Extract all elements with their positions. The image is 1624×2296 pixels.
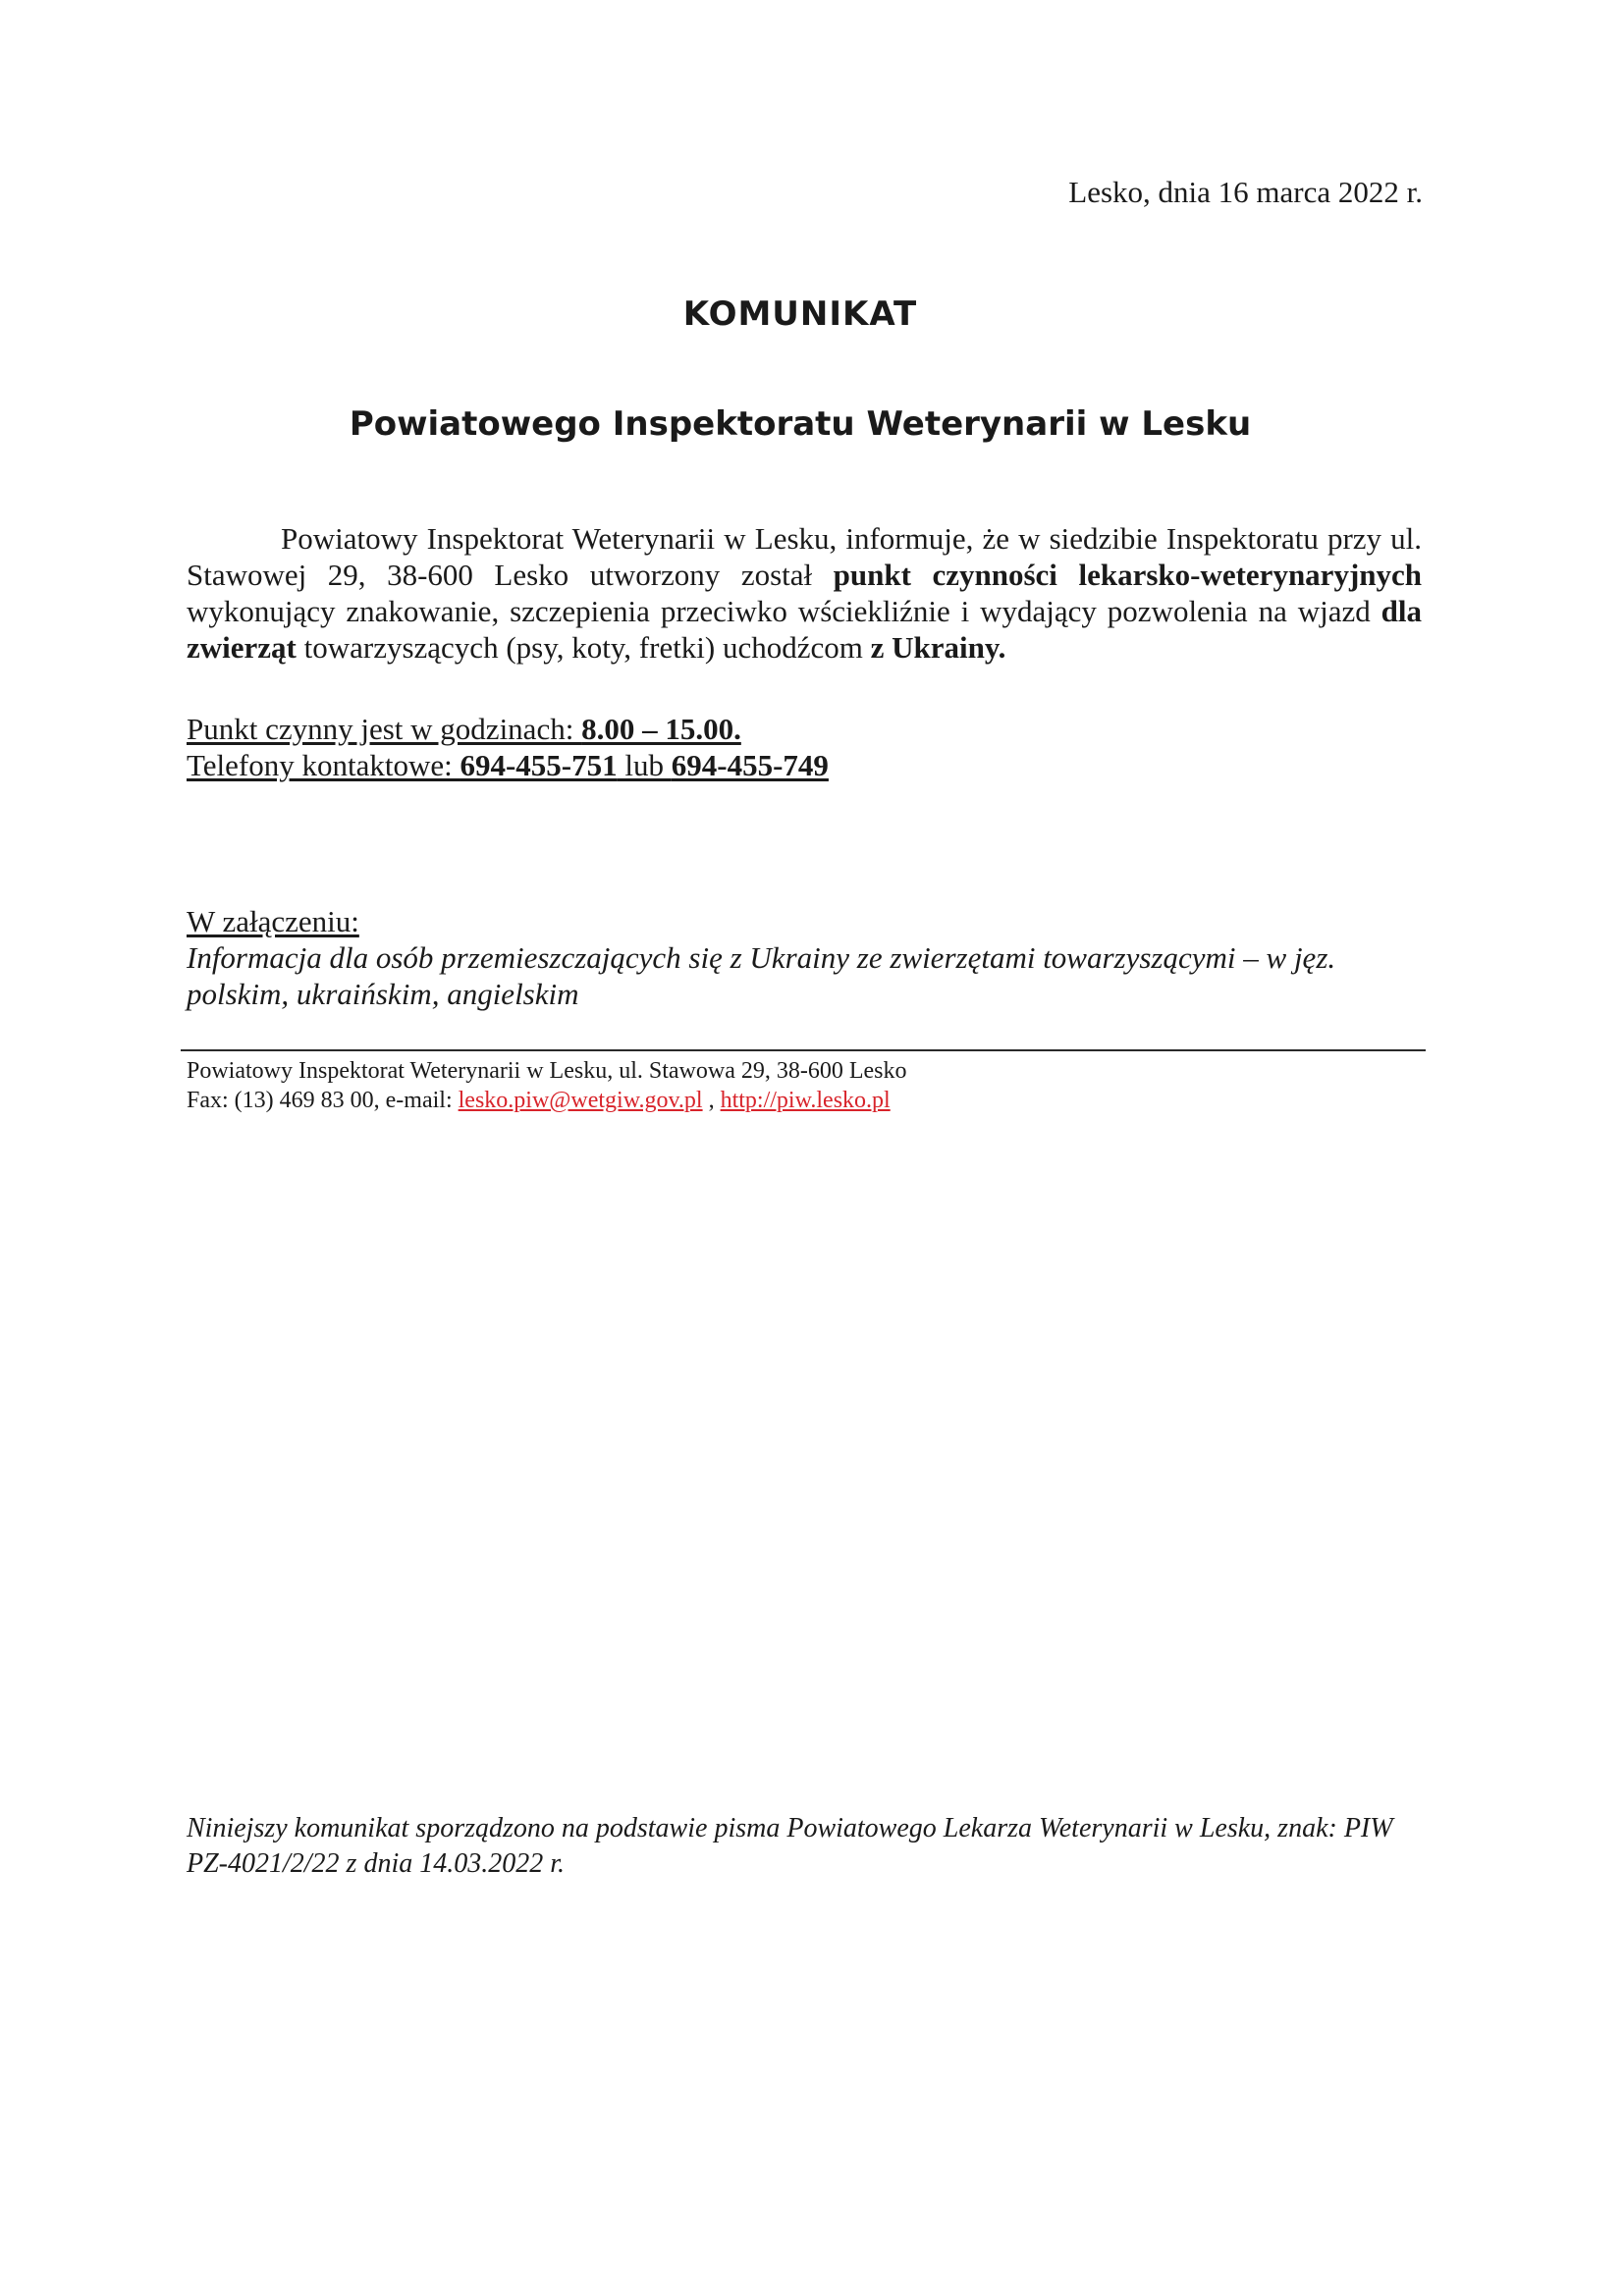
phone-number-2: 694-455-749 — [671, 748, 829, 782]
contact-block — [187, 711, 829, 783]
opening-hours-value: 8.00 – 15.00. — [581, 712, 741, 746]
opening-hours — [187, 711, 829, 747]
document-subtitle: Powiatowego Inspektoratu Weterynarii w Lesku — [349, 404, 1252, 444]
footer-contact — [187, 1056, 907, 1115]
basis-note: Niniejszy komunikat sporządzono na podstawie pisma Powiatowego Lekarza Weterynarii w Lesku, znak: PIW PZ-4021/2/22 z dnia 14.03.2022 r. — [187, 1813, 1393, 1879]
document-date: Lesko, dnia 16 marca 2022 r. — [1068, 175, 1423, 209]
attachment-description: Informacja dla osób przemieszczających się z Ukrainy ze zwierzętami towarzyszącymi – w jęz. polskim, ukraińskim, angielskim — [187, 940, 1336, 1011]
body-text-2: wykonujący znakowanie, szczepienia przeciwko wściekliźnie i wydający pozwolenia na wjazd — [187, 594, 1381, 628]
body-bold-1: punkt czynności lekarsko-weterynaryjnych — [833, 558, 1423, 592]
phone-number-1: 694-455-751 — [460, 748, 618, 782]
opening-hours-label: Punkt czynny jest w godzinach: — [187, 712, 582, 746]
contact-phones — [187, 747, 829, 783]
footer-contact-line — [187, 1086, 907, 1115]
document-title: KOMUNIKAT — [682, 294, 918, 334]
attachment-section — [187, 903, 1434, 1012]
body-bold-3: z Ukrainy. — [870, 630, 1006, 665]
body-text-1: Powiatowy Inspektorat Weterynarii w Lesku, informuje, że w siedzibie Inspektoratu przy ul. Stawowej 29, 38-600 Lesko utworzony został — [187, 521, 1422, 592]
announcement-paragraph — [187, 520, 1422, 666]
phones-label: Telefony kontaktowe: — [187, 748, 460, 782]
phones-separator: lub — [617, 748, 672, 782]
email-link[interactable]: lesko.piw@wetgiw.gov.pl — [458, 1088, 703, 1113]
footer-fax: Fax: (13) 469 83 00, e-mail: — [187, 1088, 459, 1113]
website-link[interactable]: http://piw.lesko.pl — [720, 1088, 891, 1113]
footer-divider — [181, 1049, 1426, 1051]
footer-address: Powiatowy Inspektorat Weterynarii w Lesku, ul. Stawowa 29, 38-600 Lesko — [187, 1058, 907, 1084]
body-text-3: towarzyszących (psy, koty, fretki) uchodźcom — [296, 630, 871, 665]
body-bold-2: dla zwierząt — [187, 594, 1422, 665]
attachment-label: W załączeniu: — [187, 904, 359, 938]
footer-separator: , — [702, 1088, 721, 1113]
